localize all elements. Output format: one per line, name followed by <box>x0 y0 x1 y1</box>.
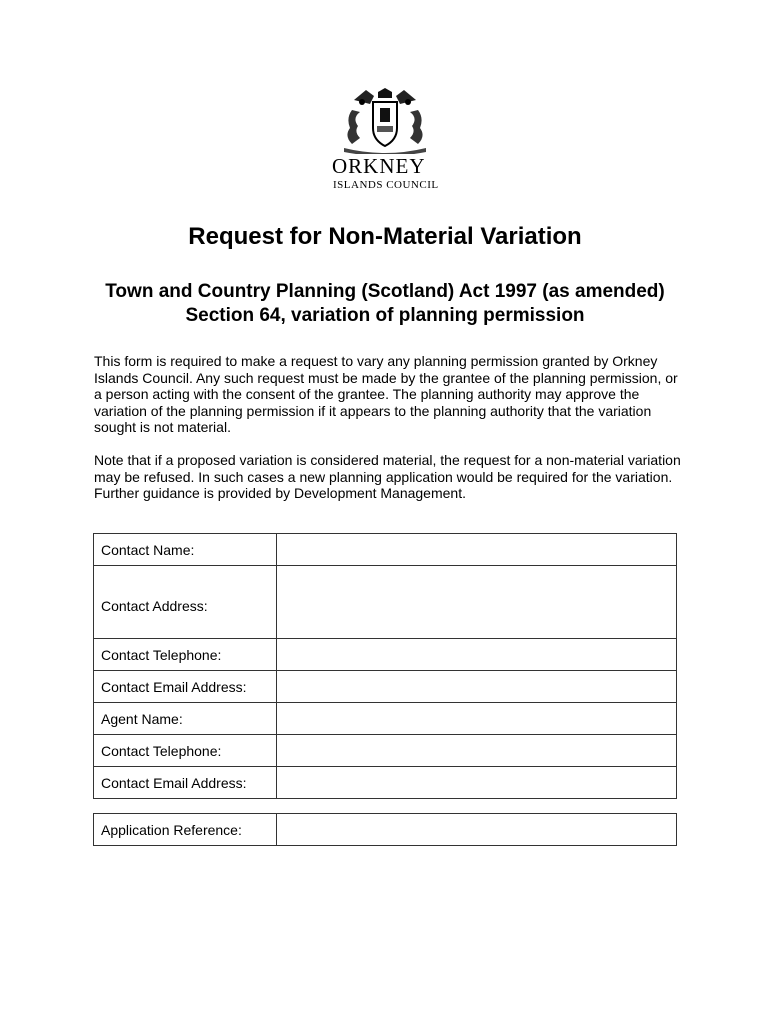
agent-telephone-label: Contact Telephone: <box>94 735 277 767</box>
table-row <box>94 534 677 566</box>
agent-email-label: Contact Email Address: <box>94 767 277 799</box>
contact-details-table <box>93 533 677 799</box>
org-subname: ISLANDS COUNCIL <box>333 179 439 191</box>
table-row <box>94 566 677 639</box>
intro-paragraph: This form is required to make a request to vary any planning permission granted by Orkney Islands Council. Any such request must be made by the grantee of the planning permission, or a person acting with the consent of the grantee. The planning authority may approve the variation of the planning permission if it appears to the planning authority that the variation sought is not material. <box>94 353 678 436</box>
table-row <box>94 814 677 846</box>
note-paragraph: Note that if a proposed variation is considered material, the request for a non-material variation may be refused. In such cases a new planning application would be required for the variation. Further guidance is provided by Development Management. <box>94 452 681 502</box>
org-name: ORKNEY <box>332 154 426 178</box>
coat-of-arms-icon <box>340 88 430 154</box>
contact-telephone-field[interactable] <box>277 639 677 671</box>
agent-email-field[interactable] <box>277 767 677 799</box>
contact-telephone-label: Contact Telephone: <box>94 639 277 671</box>
contact-email-field[interactable] <box>277 671 677 703</box>
page-subtitle: Town and Country Planning (Scotland) Act 1997 (as amended) Section 64, variation of planning permission <box>105 281 665 326</box>
table-row <box>94 735 677 767</box>
table-row <box>94 639 677 671</box>
contact-email-label: Contact Email Address: <box>94 671 277 703</box>
page-title: Request for Non-Material Variation <box>188 223 582 250</box>
agent-telephone-field[interactable] <box>277 735 677 767</box>
table-row <box>94 703 677 735</box>
contact-address-label: Contact Address: <box>94 566 277 639</box>
table-row <box>94 767 677 799</box>
contact-name-label: Contact Name: <box>94 534 277 566</box>
application-reference-table <box>93 813 677 846</box>
application-reference-field[interactable] <box>277 814 677 846</box>
contact-name-field[interactable] <box>277 534 677 566</box>
agent-name-field[interactable] <box>277 703 677 735</box>
contact-address-field[interactable] <box>277 566 677 639</box>
application-reference-label: Application Reference: <box>94 814 277 846</box>
agent-name-label: Agent Name: <box>94 703 277 735</box>
table-row <box>94 671 677 703</box>
